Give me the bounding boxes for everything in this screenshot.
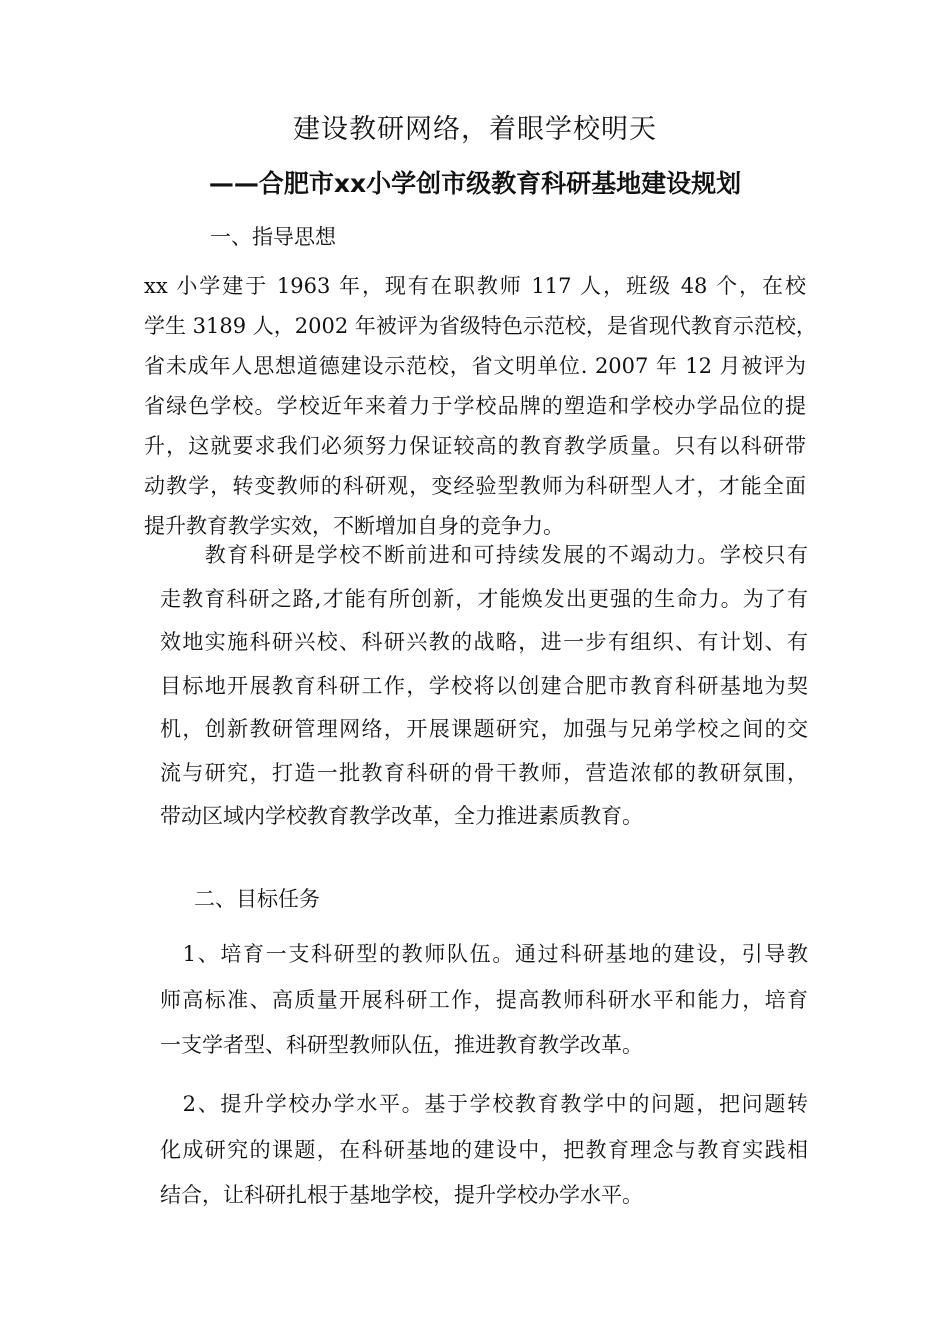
text-line: 一支学者型、科研型教师队伍，推进教育教学改革。 <box>160 1033 643 1057</box>
text-line: 省未成年人思想道德建设示范校，省文明单位. 2007 年 12 月被评为 <box>144 354 806 378</box>
paragraph-research-motivation <box>160 534 808 839</box>
paragraph-goal-school-level <box>160 1082 808 1219</box>
text-line: 目标地开展教育科研工作，学校将以创建合肥市教育科研基地为契 <box>160 673 808 698</box>
text-line: 流与研究，打造一批教育科研的骨干教师，营造浓郁的教研氛围， <box>160 760 808 785</box>
text-line: 动教学，转变教师的科研观，变经验型教师为科研型人才，才能全面 <box>144 474 806 498</box>
text-line: 效地实施科研兴校、科研兴教的战略，进一步有组织、有计划、有 <box>160 630 808 654</box>
text-line: 走教育科研之路,才能有所创新，才能焕发出更强的生命力。为了有 <box>160 586 808 611</box>
text-line: 升，这就要求我们必须努力保证较高的教育教学质量。只有以科研带 <box>144 434 806 458</box>
text-line: 省绿色学校。学校近年来着力于学校品牌的塑造和学校办学品位的提 <box>144 394 806 418</box>
text-line: 结合，让科研扎根于基地学校，提升学校办学水平。 <box>160 1183 643 1207</box>
text-line: 提升教育教学实效，不断增加自身的竞争力。 <box>144 514 564 538</box>
text-line: 带动区域内学校教育教学改革，全力推进素质教育。 <box>160 804 643 828</box>
section-heading-guiding-ideology: 一、指导思想 <box>210 225 336 249</box>
paragraph-goal-teacher-team <box>160 932 808 1069</box>
text-line: 1、培育一支科研型的教师队伍。通过科研基地的建设，引导教 <box>160 942 808 966</box>
text-line: 教育科研是学校不断前进和可持续发展的不竭动力。学校只有 <box>160 543 808 567</box>
text-line: 师高标准、高质量开展科研工作，提高教师科研水平和能力，培育 <box>160 987 808 1012</box>
text-line: 学生 3189 人，2002 年被评为省级特色示范校，是省现代教育示范校， <box>144 314 817 338</box>
paragraph-school-overview <box>144 266 817 546</box>
document-subtitle: ——合肥市xx小学创市级教育科研基地建设规划 <box>208 169 742 198</box>
section-heading-goals: 二、目标任务 <box>194 887 320 911</box>
document-title: 建设教研网络，着眼学校明天 <box>293 114 657 145</box>
text-line: 化成研究的课题，在科研基地的建设中，把教育理念与教育实践相 <box>160 1137 808 1162</box>
text-line: 2、提升学校办学水平。基于学校教育教学中的问题，把问题转 <box>160 1092 808 1116</box>
text-line: xx 小学建于 1963 年，现有在职教师 117 人，班级 48 个，在校 <box>144 274 806 298</box>
text-line: 机，创新教研管理网络，开展课题研究，加强与兄弟学校之间的交 <box>160 717 808 741</box>
